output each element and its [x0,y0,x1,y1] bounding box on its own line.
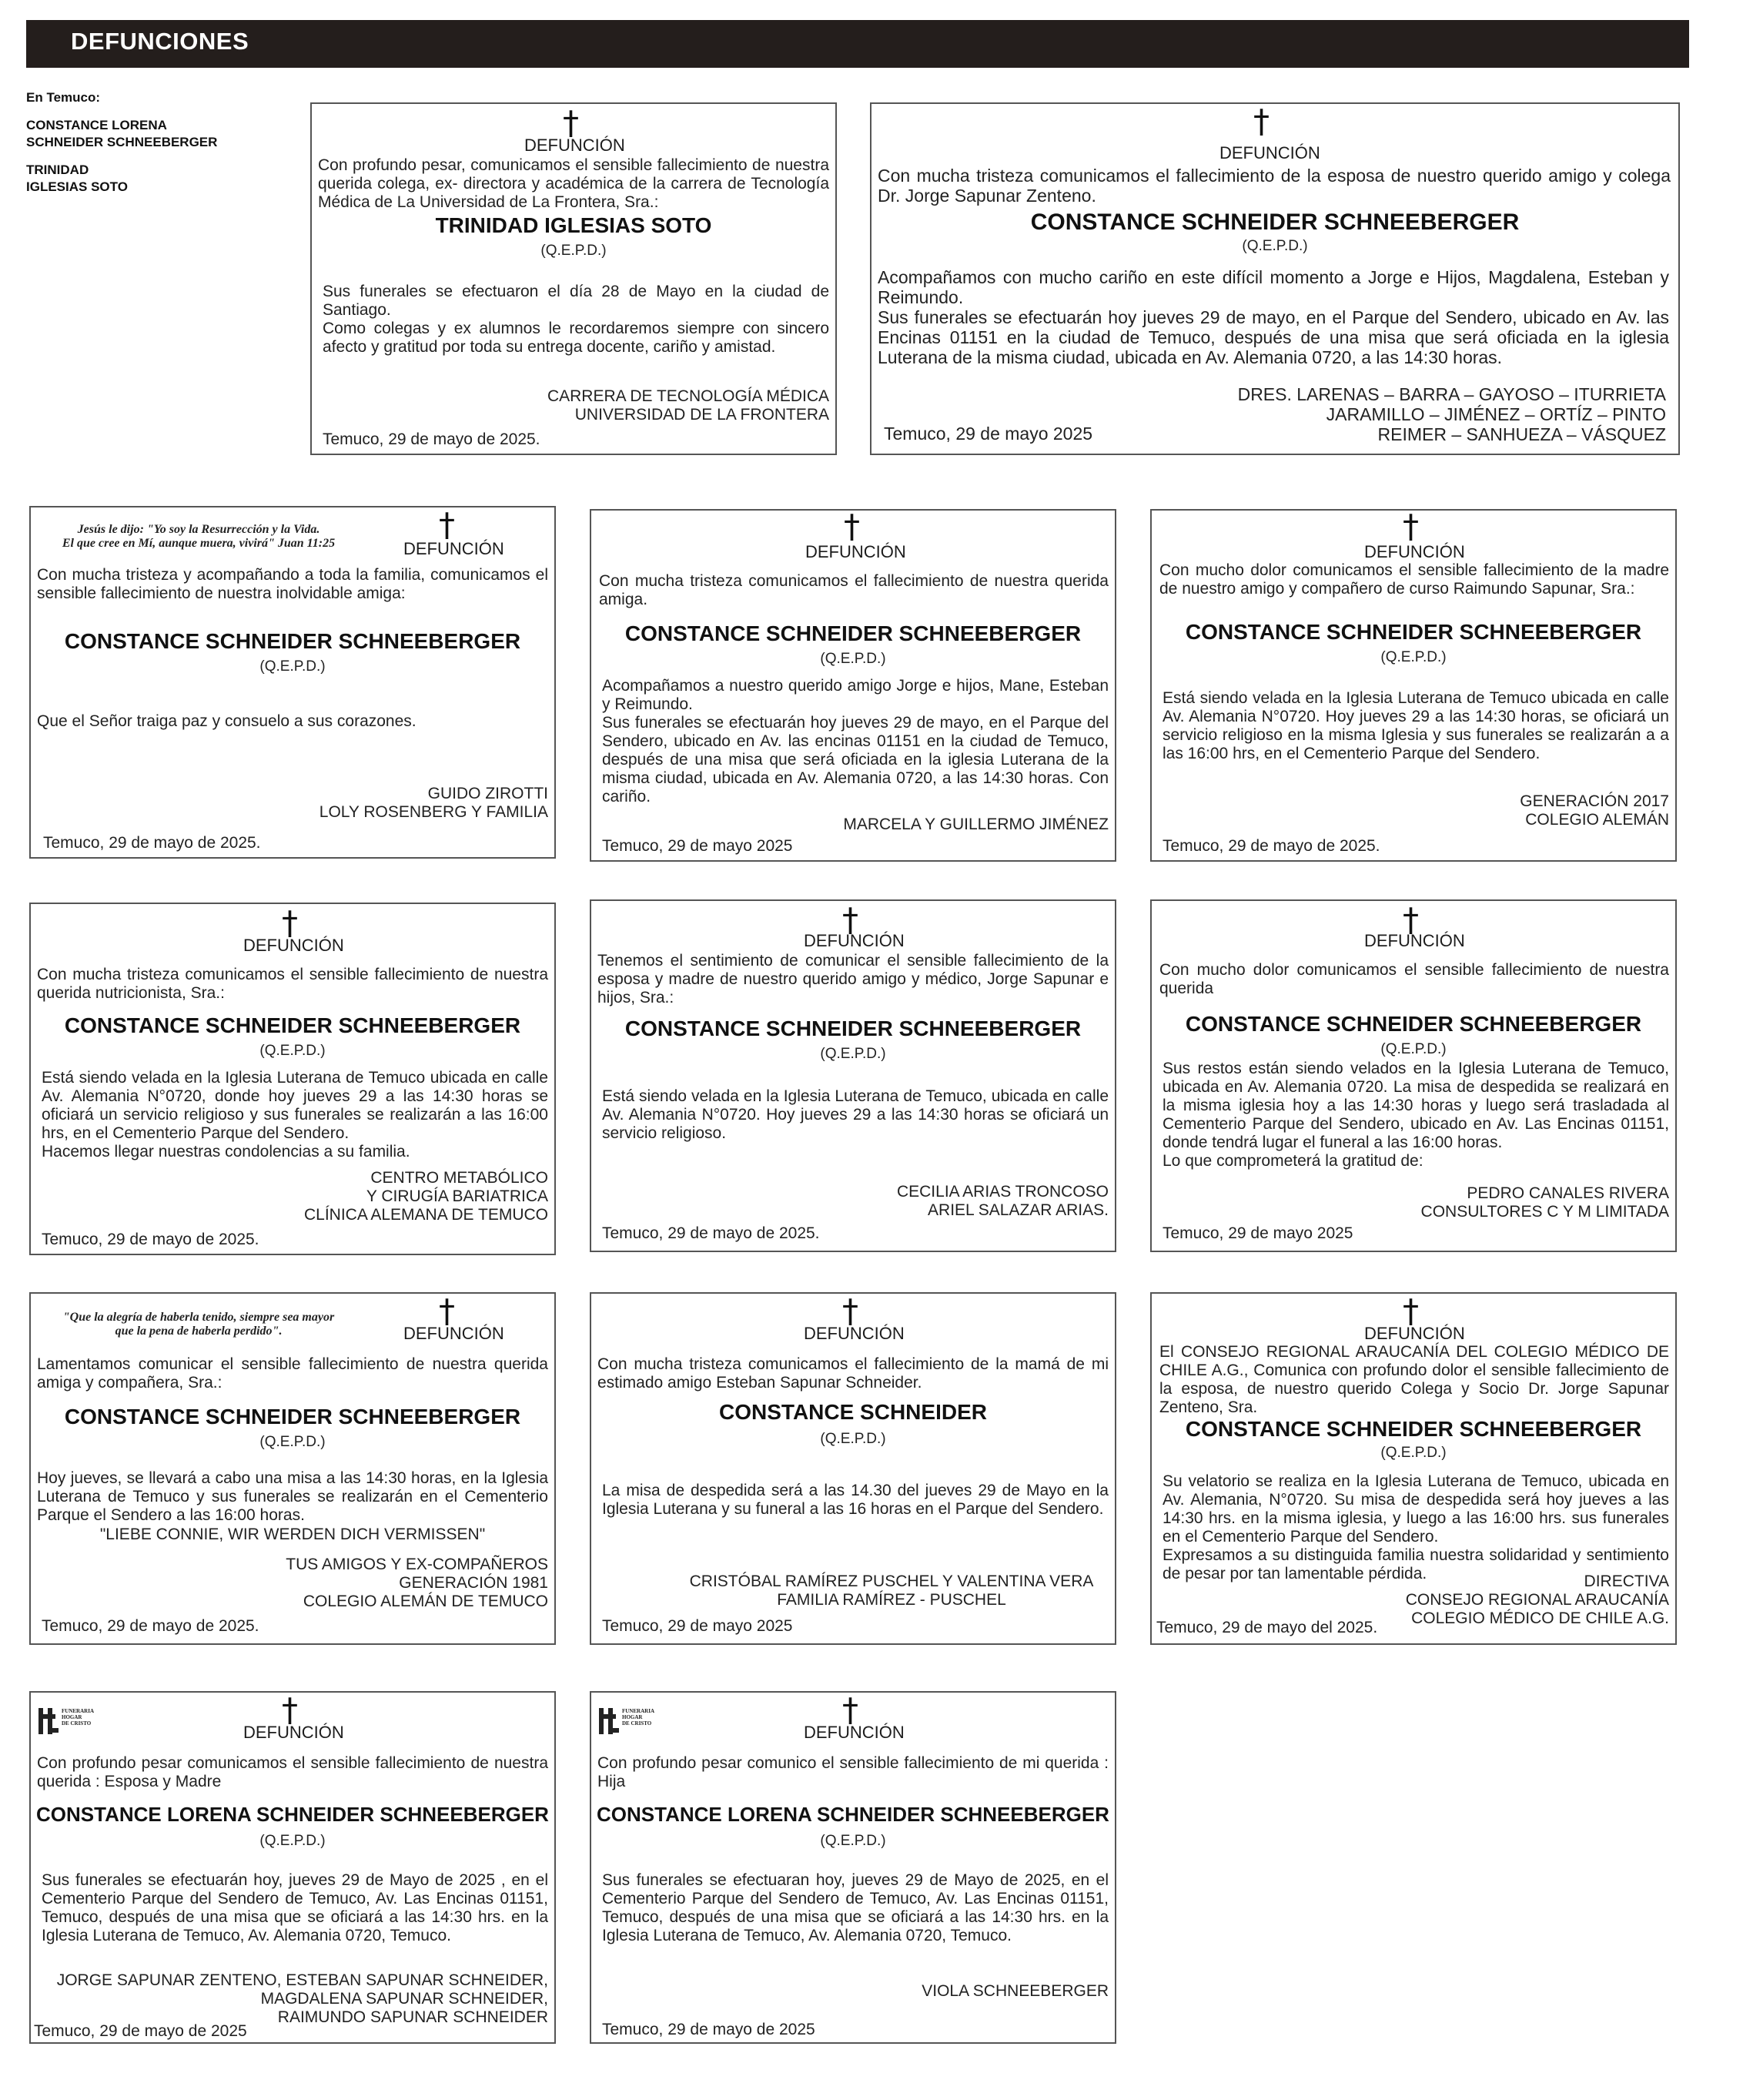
index-sidebar [26,89,303,196]
notice-signature: GUIDO ZIROTTI LOLY ROSENBERG Y FAMILIA [319,785,548,821]
notice-label: DEFUNCIÓN [1219,143,1320,162]
index-name-line: TRINIDAD [26,162,89,177]
notice-intro: Con mucha tristeza comunicamos el fallecimiento de la esposa de nuestro querido amigo y colega Dr. Jorge Sapunar Zenteno. [878,166,1671,206]
notice-body: Sus restos están siendo velados en la Iglesia Luterana de Temuco, ubicada en Av. Alemania 0720. La misa de despedida se realizará en la misma iglesia hoy a las 14:30 horas y luego será trasladada al Cementerio Parque del Sendero, ubicado en Av. Las Encinas 01151, donde tendrá lugar el funeral a las 16:00 horas. Lo que comprometerá la gratitud de: [1163,1060,1669,1170]
notice-intro: Con profundo pesar comunico el sensible fallecimiento de mi querida : Hija [597,1754,1109,1790]
funeral-home-name: FUNERARIA HOGAR DE CRISTO [622,1708,654,1727]
obituary-notice [1150,1292,1677,1645]
notice-signature: CECILIA ARIAS TRONCOSO ARIEL SALAZAR ARIAS. [896,1183,1109,1219]
obituary-notice [29,903,556,1255]
notice-signature: MARCELA Y GUILLERMO JIMÉNEZ [843,816,1109,833]
notice-date: Temuco, 29 de mayo 2025 [602,837,793,855]
notice-date: Temuco, 29 de mayo del 2025. [1156,1619,1378,1636]
deceased-name: TRINIDAD IGLESIAS SOTO [435,213,712,237]
notice-body: Su velatorio se realiza en la Iglesia Luterana de Temuco, ubicada en Av. Alemania, N°0720. Su misa de despedida será hoy jueves a las 14:30 hrs. en la misma iglesia, y luego a las 16:00 hrs. sus funerales en el Cementerio Parque del Sendero. Expresamos a su distinguida familia nuestra solidaridad y sentimiento de pesar por tan lamentable pérdida. [1163,1472,1669,1583]
qepd-label: (Q.E.P.D.) [1242,238,1308,254]
obituary-notice [870,102,1680,455]
obituary-notice [29,506,556,859]
qepd-label: (Q.E.P.D.) [1380,1445,1447,1461]
deceased-name: CONSTANCE SCHNEIDER SCHNEEBERGER [64,1405,521,1428]
notice-body: Sus funerales se efectuaron el día 28 de Mayo en la ciudad de Santiago. Como colegas y ex alumnos le recordaremos siempre con sincero afecto y gratitud por toda su entrega docente, cariño y amistad. [323,283,829,356]
notice-intro: Con mucho dolor comunicamos el sensible fallecimiento de la madre de nuestro amigo y compañero de curso Raimundo Sapunar, Sra.: [1159,561,1669,598]
obituary-notice [1150,509,1677,862]
notice-label: DEFUNCIÓN [403,1324,504,1343]
notice-body: Acompañamos con mucho cariño en este difícil momento a Jorge e Hijos, Magdalena, Esteban y Reimundo. Sus funerales se efectuarán hoy jueves 29 de mayo, en el Parque del Sendero, ubicado en Av. las Encinas 01151 en la ciudad de Temuco, después de una misa que será oficiada en la iglesia Luterana de la misma ciudad, ubicada en Av. Alemania 0720, a las 14:30 horas. [878,267,1669,367]
notice-date: Temuco, 29 de mayo de 2025. [42,1617,259,1635]
obituary-notice [590,899,1116,1252]
notice-body: La misa de despedida será a las 14.30 del jueves 29 de Mayo en la Iglesia Luterana y su funeral a las 16 horas en el Parque del Sendero. [602,1482,1109,1518]
deceased-name: CONSTANCE LORENA SCHNEIDER SCHNEEBERGER [36,1803,549,1826]
notice-label: DEFUNCIÓN [1364,542,1465,561]
memorial-quote: "Que la alegría de haberla tenido, siempre sea mayor que la pena de haberla perdido". [62,1311,335,1338]
notice-label: DEFUNCIÓN [403,539,504,558]
deceased-name: CONSTANCE SCHNEIDER SCHNEEBERGER [624,621,1082,645]
index-name-line: CONSTANCE LORENA [26,118,167,132]
notice-label: DEFUNCIÓN [1364,1324,1465,1343]
qepd-label: (Q.E.P.D.) [259,658,326,675]
scripture-quote: Jesús le dijo: "Yo soy la Resurrección y la Vida. El que cree en Mí, aunque muera, vivirá" Juan 11:25 [62,523,336,550]
deceased-name: CONSTANCE SCHNEIDER SCHNEEBERGER [1185,1012,1642,1036]
notice-body: Acompañamos a nuestro querido amigo Jorge e hijos, Mane, Esteban y Reimundo. Sus funerales se efectuarán hoy jueves 29 de mayo, en el Parque del Sendero, ubicado en Av. las encinas 01151 en la ciudad de Temuco, después de una misa que será oficiada en la iglesia Luterana de la misma ciudad, ubicada en Av. Alemania 0720, a las 14:30 horas. Con cariño. [602,677,1109,806]
section-title: DEFUNCIONES [71,28,249,55]
notice-body: Hoy jueves, se llevará a cabo una misa a las 14:30 horas, en la Iglesia Luterana de Temuco y sus funerales se realizarán en el Cementerio Parque el Sendero a las 16:00 horas. [37,1469,548,1524]
notice-signature: GENERACIÓN 2017 COLEGIO ALEMÁN [1520,792,1669,829]
obituary-notice [590,1691,1116,2044]
obituary-notice [29,1691,556,2044]
notice-date: Temuco, 29 de mayo de 2025 [602,2021,815,2038]
qepd-label: (Q.E.P.D.) [259,1434,326,1450]
notice-signature: VIOLA SCHNEEBERGER [922,1982,1109,2000]
cross-icon: † [439,1292,455,1330]
qepd-label: (Q.E.P.D.) [1380,649,1447,665]
cross-icon: † [1403,901,1419,939]
notice-signature: CENTRO METABÓLICO Y CIRUGÍA BARIATRICA CLÍNICA ALEMANA DE TEMUCO [303,1169,548,1224]
notice-date: Temuco, 29 de mayo 2025 [884,424,1093,444]
notice-intro: Lamentamos comunicar el sensible fallecimiento de nuestra querida amiga y compañera, Sra.: [37,1355,548,1392]
cross-icon: † [563,104,579,142]
deceased-name: CONSTANCE SCHNEIDER SCHNEEBERGER [1185,620,1642,644]
cross-icon: † [1403,509,1419,545]
notice-date: Temuco, 29 de mayo de 2025. [1163,837,1380,855]
notice-date: Temuco, 29 de mayo de 2025 [34,2022,247,2040]
index-name-line: SCHNEIDER SCHNEEBERGER [26,135,218,149]
notice-label: DEFUNCIÓN [805,542,906,561]
notice-label: DEFUNCIÓN [243,1723,344,1742]
qepd-label: (Q.E.P.D.) [540,243,607,259]
notice-label: DEFUNCIÓN [804,931,905,950]
notice-intro: Con profundo pesar comunicamos el sensible fallecimiento de nuestra querida : Esposa y Madre [37,1754,548,1790]
cross-icon: † [842,901,858,939]
qepd-label: (Q.E.P.D.) [259,1043,326,1059]
notice-body: Está siendo velada en la Iglesia Luterana de Temuco ubicada en calle Av. Alemania N°0720, donde hoy jueves 29 a las 14:30 horas se oficiará un servicio religioso y sus funerales se realizarán a las 16:00 hrs, en el Cementerio Parque del Sendero. Hacemos llegar nuestras condolencias a su familia. [42,1069,548,1161]
obituary-notice [590,1292,1116,1645]
cross-icon: † [842,1691,858,1729]
cross-icon: † [282,904,298,942]
notice-signature: CARRERA DE TECNOLOGÍA MÉDICA UNIVERSIDAD DE LA FRONTERA [547,387,829,424]
notice-intro: Con mucha tristeza y acompañando a toda la familia, comunicamos el sensible fallecimiento de nuestra inolvidable amiga: [37,566,548,602]
deceased-name: CONSTANCE SCHNEIDER [719,1400,987,1424]
notice-date: Temuco, 29 de mayo 2025 [602,1617,793,1635]
notice-date: Temuco, 29 de mayo 2025 [1163,1224,1353,1242]
notice-label: DEFUNCIÓN [524,136,625,155]
deceased-name: CONSTANCE SCHNEIDER SCHNEEBERGER [64,629,521,653]
obituary-notice [310,102,837,455]
obituary-notice [1150,899,1677,1252]
qepd-label: (Q.E.P.D.) [820,1046,886,1062]
cross-icon: † [1253,102,1270,140]
memorial-motto: "LIEBE CONNIE, WIR WERDEN DICH VERMISSEN" [99,1526,486,1543]
notice-intro: El CONSEJO REGIONAL ARAUCANÍA DEL COLEGIO MÉDICO DE CHILE A.G., Comunica con profundo dolor el sensible fallecimiento de la esposa, de nuestro querido Colega y Socio Dr. Jorge Sapunar Zenteno, Sra. [1159,1343,1669,1416]
notice-signature: JORGE SAPUNAR ZENTENO, ESTEBAN SAPUNAR SCHNEIDER, MAGDALENA SAPUNAR SCHNEIDER, RAIMUNDO SAPUNAR SCHNEIDER [56,1971,548,2026]
qepd-label: (Q.E.P.D.) [820,1833,886,1849]
deceased-name: CONSTANCE LORENA SCHNEIDER SCHNEEBERGER [597,1803,1109,1826]
notice-signature: PEDRO CANALES RIVERA CONSULTORES C Y M LIMITADA [1420,1184,1669,1221]
deceased-name: CONSTANCE SCHNEIDER SCHNEEBERGER [1030,209,1520,235]
notice-intro: Con profundo pesar, comunicamos el sensible fallecimiento de nuestra querida colega, ex- directora y académica de la carrera de Tecnología Médica de La Universidad de La Frontera, Sra.: [318,156,829,211]
notice-signature: DRES. LARENAS – BARRA – GAYOSO – ITURRIETA JARAMILLO – JIMÉNEZ – ORTÍZ – PINTO REIMER – SANHUEZA – VÁSQUEZ [1237,384,1666,444]
cross-icon: † [282,1691,298,1729]
obituary-notice [29,1292,556,1645]
deceased-name: CONSTANCE SCHNEIDER SCHNEEBERGER [64,1013,521,1037]
cross-icon: † [1403,1292,1419,1330]
notice-signature: CRISTÓBAL RAMÍREZ PUSCHEL Y VALENTINA VERA FAMILIA RAMÍREZ - PUSCHEL [689,1572,1094,1609]
notice-label: DEFUNCIÓN [804,1324,905,1343]
index-location: En Temuco: [26,90,101,105]
notice-intro: Tenemos el sentimiento de comunicar el sensible fallecimiento de la esposa y madre de nuestro querido amigo y médico, Jorge Sapunar e hijos, Sra.: [597,952,1109,1006]
notice-label: DEFUNCIÓN [804,1723,905,1742]
notice-body: Está siendo velada en la Iglesia Luterana de Temuco, ubicada en calle Av. Alemania N°0720. Hoy jueves 29 a las 14:30 horas se oficiará un servicio religioso. [602,1087,1109,1142]
notice-intro: Con mucha tristeza comunicamos el sensible fallecimiento de nuestra querida nutricionista, Sra.: [37,966,548,1002]
notice-date: Temuco, 29 de mayo de 2025. [43,834,261,852]
qepd-label: (Q.E.P.D.) [820,1431,886,1447]
deceased-name: CONSTANCE SCHNEIDER SCHNEEBERGER [624,1017,1082,1040]
qepd-label: (Q.E.P.D.) [259,1833,326,1849]
notice-body: Sus funerales se efectuaran hoy, jueves 29 de Mayo de 2025, en el Cementerio Parque del Sendero de Temuco, Av. Las Encinas 01151, Temuco, después de una misa que se oficiará a las 14:30 hrs. en la Iglesia Luterana de Temuco, Av. Alemania 0720, Temuco. [602,1871,1109,1944]
notice-label: DEFUNCIÓN [243,936,344,955]
funeral-home-name: FUNERARIA HOGAR DE CRISTO [62,1708,94,1727]
index-name-line: IGLESIAS SOTO [26,179,128,194]
deceased-name: CONSTANCE SCHNEIDER SCHNEEBERGER [1185,1417,1642,1441]
notice-label: DEFUNCIÓN [1364,931,1465,950]
cross-icon: † [439,506,455,544]
obituary-notice [590,509,1116,862]
qepd-label: (Q.E.P.D.) [1380,1041,1447,1057]
cross-icon: † [842,1292,858,1330]
notice-intro: Con mucha tristeza comunicamos el fallecimiento de nuestra querida amiga. [599,572,1109,608]
notice-intro: Con mucha tristeza comunicamos el fallecimiento de la mamá de mi estimado amigo Esteban Sapunar Schneider. [597,1355,1109,1392]
notice-date: Temuco, 29 de mayo de 2025. [323,430,540,448]
notice-date: Temuco, 29 de mayo de 2025. [602,1224,820,1242]
notice-body: Que el Señor traiga paz y consuelo a sus corazones. [37,712,417,730]
qepd-label: (Q.E.P.D.) [820,651,886,667]
section-header [26,20,1689,68]
notice-body: Sus funerales se efectuarán hoy, jueves 29 de Mayo de 2025 , en el Cementerio Parque del Sendero de Temuco, Av. Las Encinas 01151, Temuco, después de una misa que se oficiará a las 14:30 hrs. en la Iglesia Luterana de Temuco, Av. Alemania 0720, Temuco. [42,1871,548,1944]
notice-intro: Con mucho dolor comunicamos el sensible fallecimiento de nuestra querida [1159,961,1669,997]
notice-signature: TUS AMIGOS Y EX-COMPAÑEROS GENERACIÓN 1981 COLEGIO ALEMÁN DE TEMUCO [286,1556,548,1610]
notice-body: Está siendo velada en la Iglesia Luterana de Temuco ubicada en calle Av. Alemania N°0720. Hoy jueves 29 a las 14:30 horas, se oficiará un servicio religioso en la misma Iglesia y sus funerales se realizarán a a las 16:00 hrs, en el Cementerio Parque del Sendero. [1163,689,1669,762]
notice-date: Temuco, 29 de mayo de 2025. [42,1231,259,1248]
cross-icon: † [844,509,860,545]
notice-signature: DIRECTIVA CONSEJO REGIONAL ARAUCANÍA COLEGIO MÉDICO DE CHILE A.G. [1405,1572,1669,1627]
